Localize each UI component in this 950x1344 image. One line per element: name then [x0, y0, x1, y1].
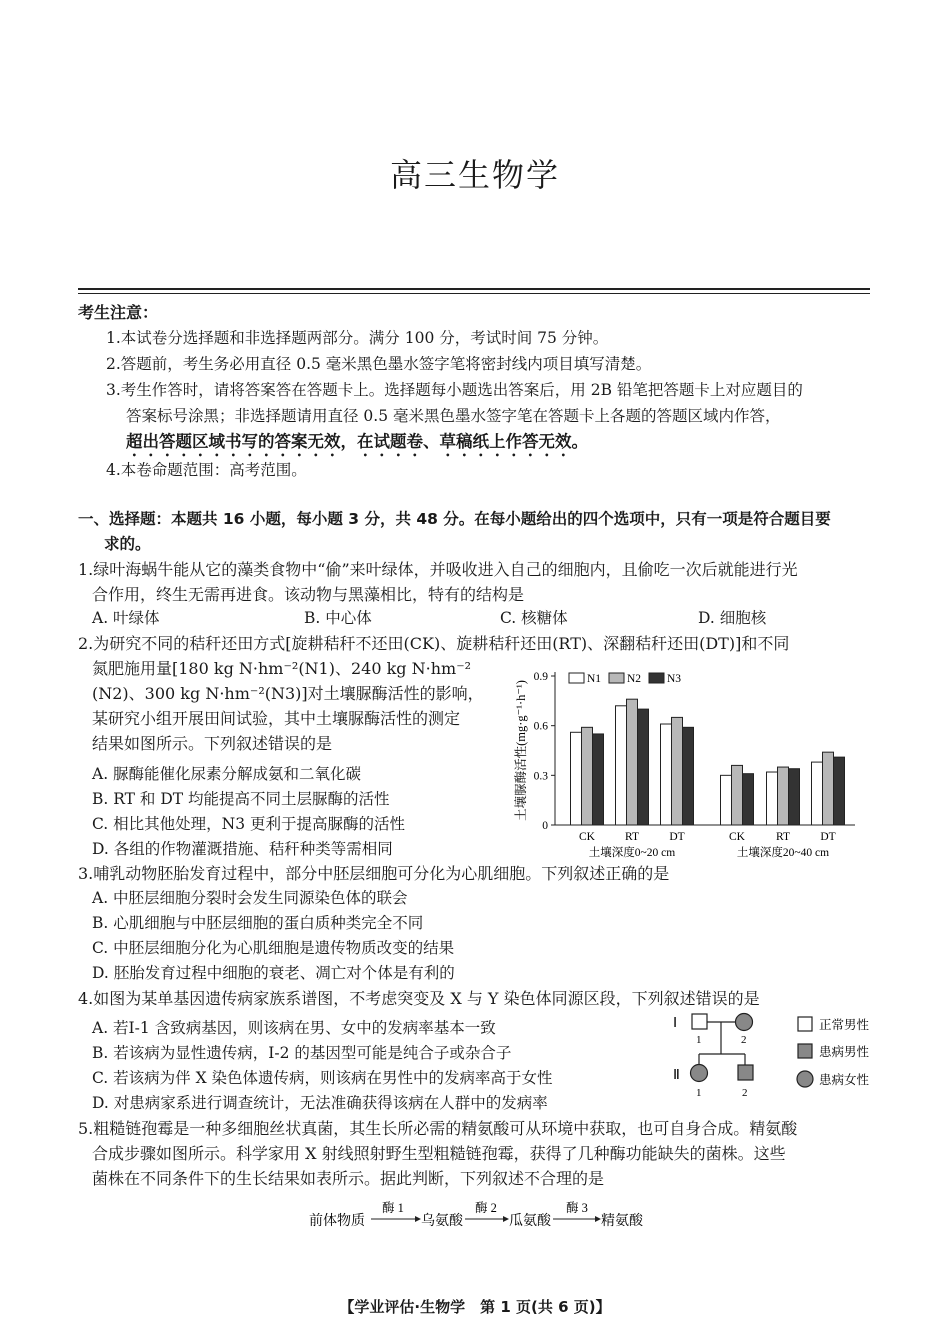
notice-item-3: 3.考生作答时，请将答案答在答题卡上。选择题每小题选出答案后，用 2B 铅笔把答题卡上对应题目的 [106, 381, 803, 399]
bar-n2-top-dt [672, 717, 683, 825]
q2-stem-5: 结果如图所示。下列叙述错误的是 [92, 734, 333, 753]
notice-item-4: 4.本卷命题范围：高考范围。 [106, 461, 307, 479]
notice-item-2: 2.答题前，考生务必用直径 0.5 毫米黑色墨水签字笔将密封线内项目填写清楚。 [106, 355, 652, 373]
bar-n1-deep-rt [767, 772, 778, 825]
urease-bar-chart [505, 662, 870, 867]
q1-stem-cont: 合作用，终生无需再进食。该动物与黑藻相比，特有的结构是 [92, 585, 525, 604]
q4-option-d: D. 对患病家系进行调查统计，无法准确获得该病在人群中的发病率 [92, 1094, 548, 1112]
q4-option-b: B. 若该病为显性遗传病，Ⅰ-2 的基因型可能是纯合子或杂合子 [92, 1044, 512, 1062]
q2-option-d: D. 各组的作物灌溉措施、秸秆种类等需相同 [92, 840, 393, 858]
bar-n2-deep-rt [778, 767, 789, 825]
title-rule-thin [78, 293, 870, 294]
arginine-pathway [305, 1198, 665, 1234]
q2-option-c: C. 相比其他处理，N3 更利于提高脲酶的活性 [92, 815, 406, 833]
individual-I-1 [692, 1014, 707, 1029]
pathway-arginine: 精氨酸 [601, 1214, 643, 1229]
legend-swatch-n1 [569, 673, 584, 683]
enzyme-1: 酶 1 [382, 1201, 404, 1215]
y-tick-label: 0.9 [533, 671, 548, 683]
label-II-2: 2 [742, 1087, 748, 1099]
notice-item-1: 1.本试卷分选择题和非选择题两部分。满分 100 分，考试时间 75 分钟。 [106, 329, 609, 347]
bar-n3-top-dt [683, 727, 694, 825]
section-heading: 一、选择题：本题共 16 小题，每小题 3 分，共 48 分。在每小题给出的四个选项中，只有一项是符合题目要 [78, 510, 831, 528]
individual-II-1 [691, 1065, 708, 1082]
pedigree-diagram [665, 1006, 880, 1108]
y-tick-label: 0 [542, 820, 548, 832]
q5-stem-3: 菌株在不同条件下的生长结果如表所示。据此判断，下列叙述不合理的是 [92, 1169, 605, 1188]
x-tick-label: RT [624, 831, 640, 843]
q1-option-a: A. 叶绿体 [92, 609, 160, 627]
bar-n3-deep-dt [834, 757, 845, 825]
legend-affected-male-icon [798, 1044, 812, 1058]
legend-label-n3: N3 [667, 673, 682, 685]
y-tick-label: 0.3 [533, 770, 548, 783]
q3-option-a: A. 中胚层细胞分裂时会发生同源染色体的联会 [92, 889, 408, 907]
notice-item-3-emphasis: 超出答题区域书写的答案无效，在试题卷、草稿纸上作答无效。 [126, 432, 588, 451]
label-II-1: 1 [696, 1087, 702, 1099]
legend-label-n2: N2 [627, 673, 642, 685]
q3-option-d: D. 胚胎发育过程中细胞的衰老、凋亡对个体是有利的 [92, 964, 455, 982]
q5-stem-2: 合成步骤如图所示。科学家用 X 射线照射野生型粗糙链孢霉，获得了几种酶功能缺失的菌株。这些 [92, 1144, 786, 1163]
bar-n2-top-ck [582, 727, 593, 825]
bar-n1-deep-ck [721, 775, 732, 825]
x-tick-label: DT [669, 831, 685, 843]
pathway-citrulline: 瓜氨酸 [509, 1214, 551, 1229]
x-tick-label: CK [729, 831, 745, 843]
label-I-2: 2 [741, 1034, 747, 1046]
legend-swatch-n3 [649, 673, 664, 683]
legend-affected-female-icon [797, 1071, 813, 1087]
y-axis-label: 土壤脲酶活性(mg·g⁻¹·h⁻¹) [514, 680, 528, 821]
pathway-precursor: 前体物质 [309, 1214, 365, 1229]
generation-1-label: Ⅰ [673, 1016, 678, 1031]
y-tick-label: 0.6 [533, 720, 548, 733]
bar-n1-top-rt [616, 706, 627, 825]
q2-option-b: B. RT 和 DT 均能提高不同土层脲酶的活性 [92, 790, 390, 808]
bar-n3-deep-rt [789, 769, 800, 825]
x-tick-label: RT [775, 831, 791, 843]
bar-n2-deep-ck [732, 765, 743, 825]
q4-option-a: A. 若Ⅰ-1 含致病基因，则该病在男、女中的发病率基本一致 [92, 1019, 496, 1037]
x-tick-label: CK [579, 831, 595, 843]
q3-option-c: C. 中胚层细胞分化为心肌细胞是遗传物质改变的结果 [92, 939, 455, 957]
bar-n2-deep-dt [823, 752, 834, 825]
legend-swatch-n2 [609, 673, 624, 683]
bar-n1-top-dt [661, 724, 672, 825]
individual-II-2 [738, 1065, 753, 1080]
q2-stem-3: (N2)、300 kg N·hm⁻²(N3)]对土壤脲酶活性的影响， [92, 684, 484, 703]
individual-I-2 [736, 1014, 753, 1031]
group-label-20-40cm: 土壤深度20~40 cm [736, 847, 830, 859]
legend-normal-male: 正常男性 [819, 1018, 870, 1032]
group-label-0-20cm: 土壤深度0~20 cm [588, 847, 676, 859]
pathway-ornithine: 乌氨酸 [421, 1214, 463, 1229]
bar-n3-top-ck [593, 734, 604, 825]
bar-n1-top-ck [571, 732, 582, 825]
q3-stem: 3.哺乳动物胚胎发育过程中，部分中胚层细胞可分化为心肌细胞。下列叙述正确的是 [78, 864, 670, 883]
notice-item-3-cont: 答案标号涂黑；非选择题请用直径 0.5 毫米黑色墨水签字笔在答题卡上各题的答题区域内作答， [126, 407, 781, 425]
bar-n3-deep-ck [743, 774, 754, 825]
enzyme-2: 酶 2 [475, 1201, 497, 1215]
q3-option-b: B. 心肌细胞与中胚层细胞的蛋白质种类完全不同 [92, 914, 424, 932]
legend-affected-female: 患病女性 [819, 1073, 870, 1087]
legend-label-n1: N1 [587, 673, 602, 685]
page-footer: 【学业评估·生物学 第 1 页(共 6 页)】 [339, 1298, 611, 1316]
q2-stem-2: 氮肥施用量[180 kg N·hm⁻²(N1)、240 kg N·hm⁻² [92, 659, 472, 678]
q2-stem: 2.为研究不同的秸秆还田方式[旋耕秸秆不还田(CK)、旋耕秸秆还田(RT)、深翻秸秆还田(DT)]和不同 [78, 634, 790, 653]
x-tick-label: DT [820, 831, 836, 843]
legend-normal-male-icon [798, 1017, 812, 1031]
q1-option-b: B. 中心体 [304, 609, 372, 627]
generation-2-label: Ⅱ [673, 1068, 680, 1083]
enzyme-3: 酶 3 [566, 1201, 588, 1215]
q1-option-d: D. 细胞核 [698, 609, 767, 627]
bar-n2-top-rt [627, 699, 638, 825]
notice-heading: 考生注意： [78, 303, 159, 322]
q4-stem: 4.如图为某单基因遗传病家族系谱图，不考虑突变及 X 与 Y 染色体同源区段，下列叙述错误的是 [78, 989, 760, 1008]
title-rule [78, 288, 870, 290]
q2-option-a: A. 脲酶能催化尿素分解成氨和二氧化碳 [92, 765, 362, 783]
label-I-1: 1 [696, 1034, 702, 1046]
q4-option-c: C. 若该病为伴 X 染色体遗传病，则该病在男性中的发病率高于女性 [92, 1069, 553, 1087]
page-title: 高三生物学 [389, 156, 560, 194]
bar-n1-deep-dt [812, 762, 823, 825]
q1-option-c: C. 核糖体 [500, 609, 568, 627]
section-heading-cont: 求的。 [104, 535, 151, 553]
q5-stem: 5.粗糙链孢霉是一种多细胞丝状真菌，其生长所必需的精氨酸可从环境中获取，也可自身合成。精氨酸 [78, 1119, 798, 1138]
bar-n3-top-rt [638, 709, 649, 825]
q2-stem-4: 某研究小组开展田间试验，其中土壤脲酶活性的测定 [92, 709, 461, 728]
q1-stem: 1.绿叶海蜗牛能从它的藻类食物中“偷”来叶绿体，并吸收进入自己的细胞内，且偷吃一次后就能进行光 [78, 560, 798, 579]
legend-affected-male: 患病男性 [819, 1045, 870, 1059]
